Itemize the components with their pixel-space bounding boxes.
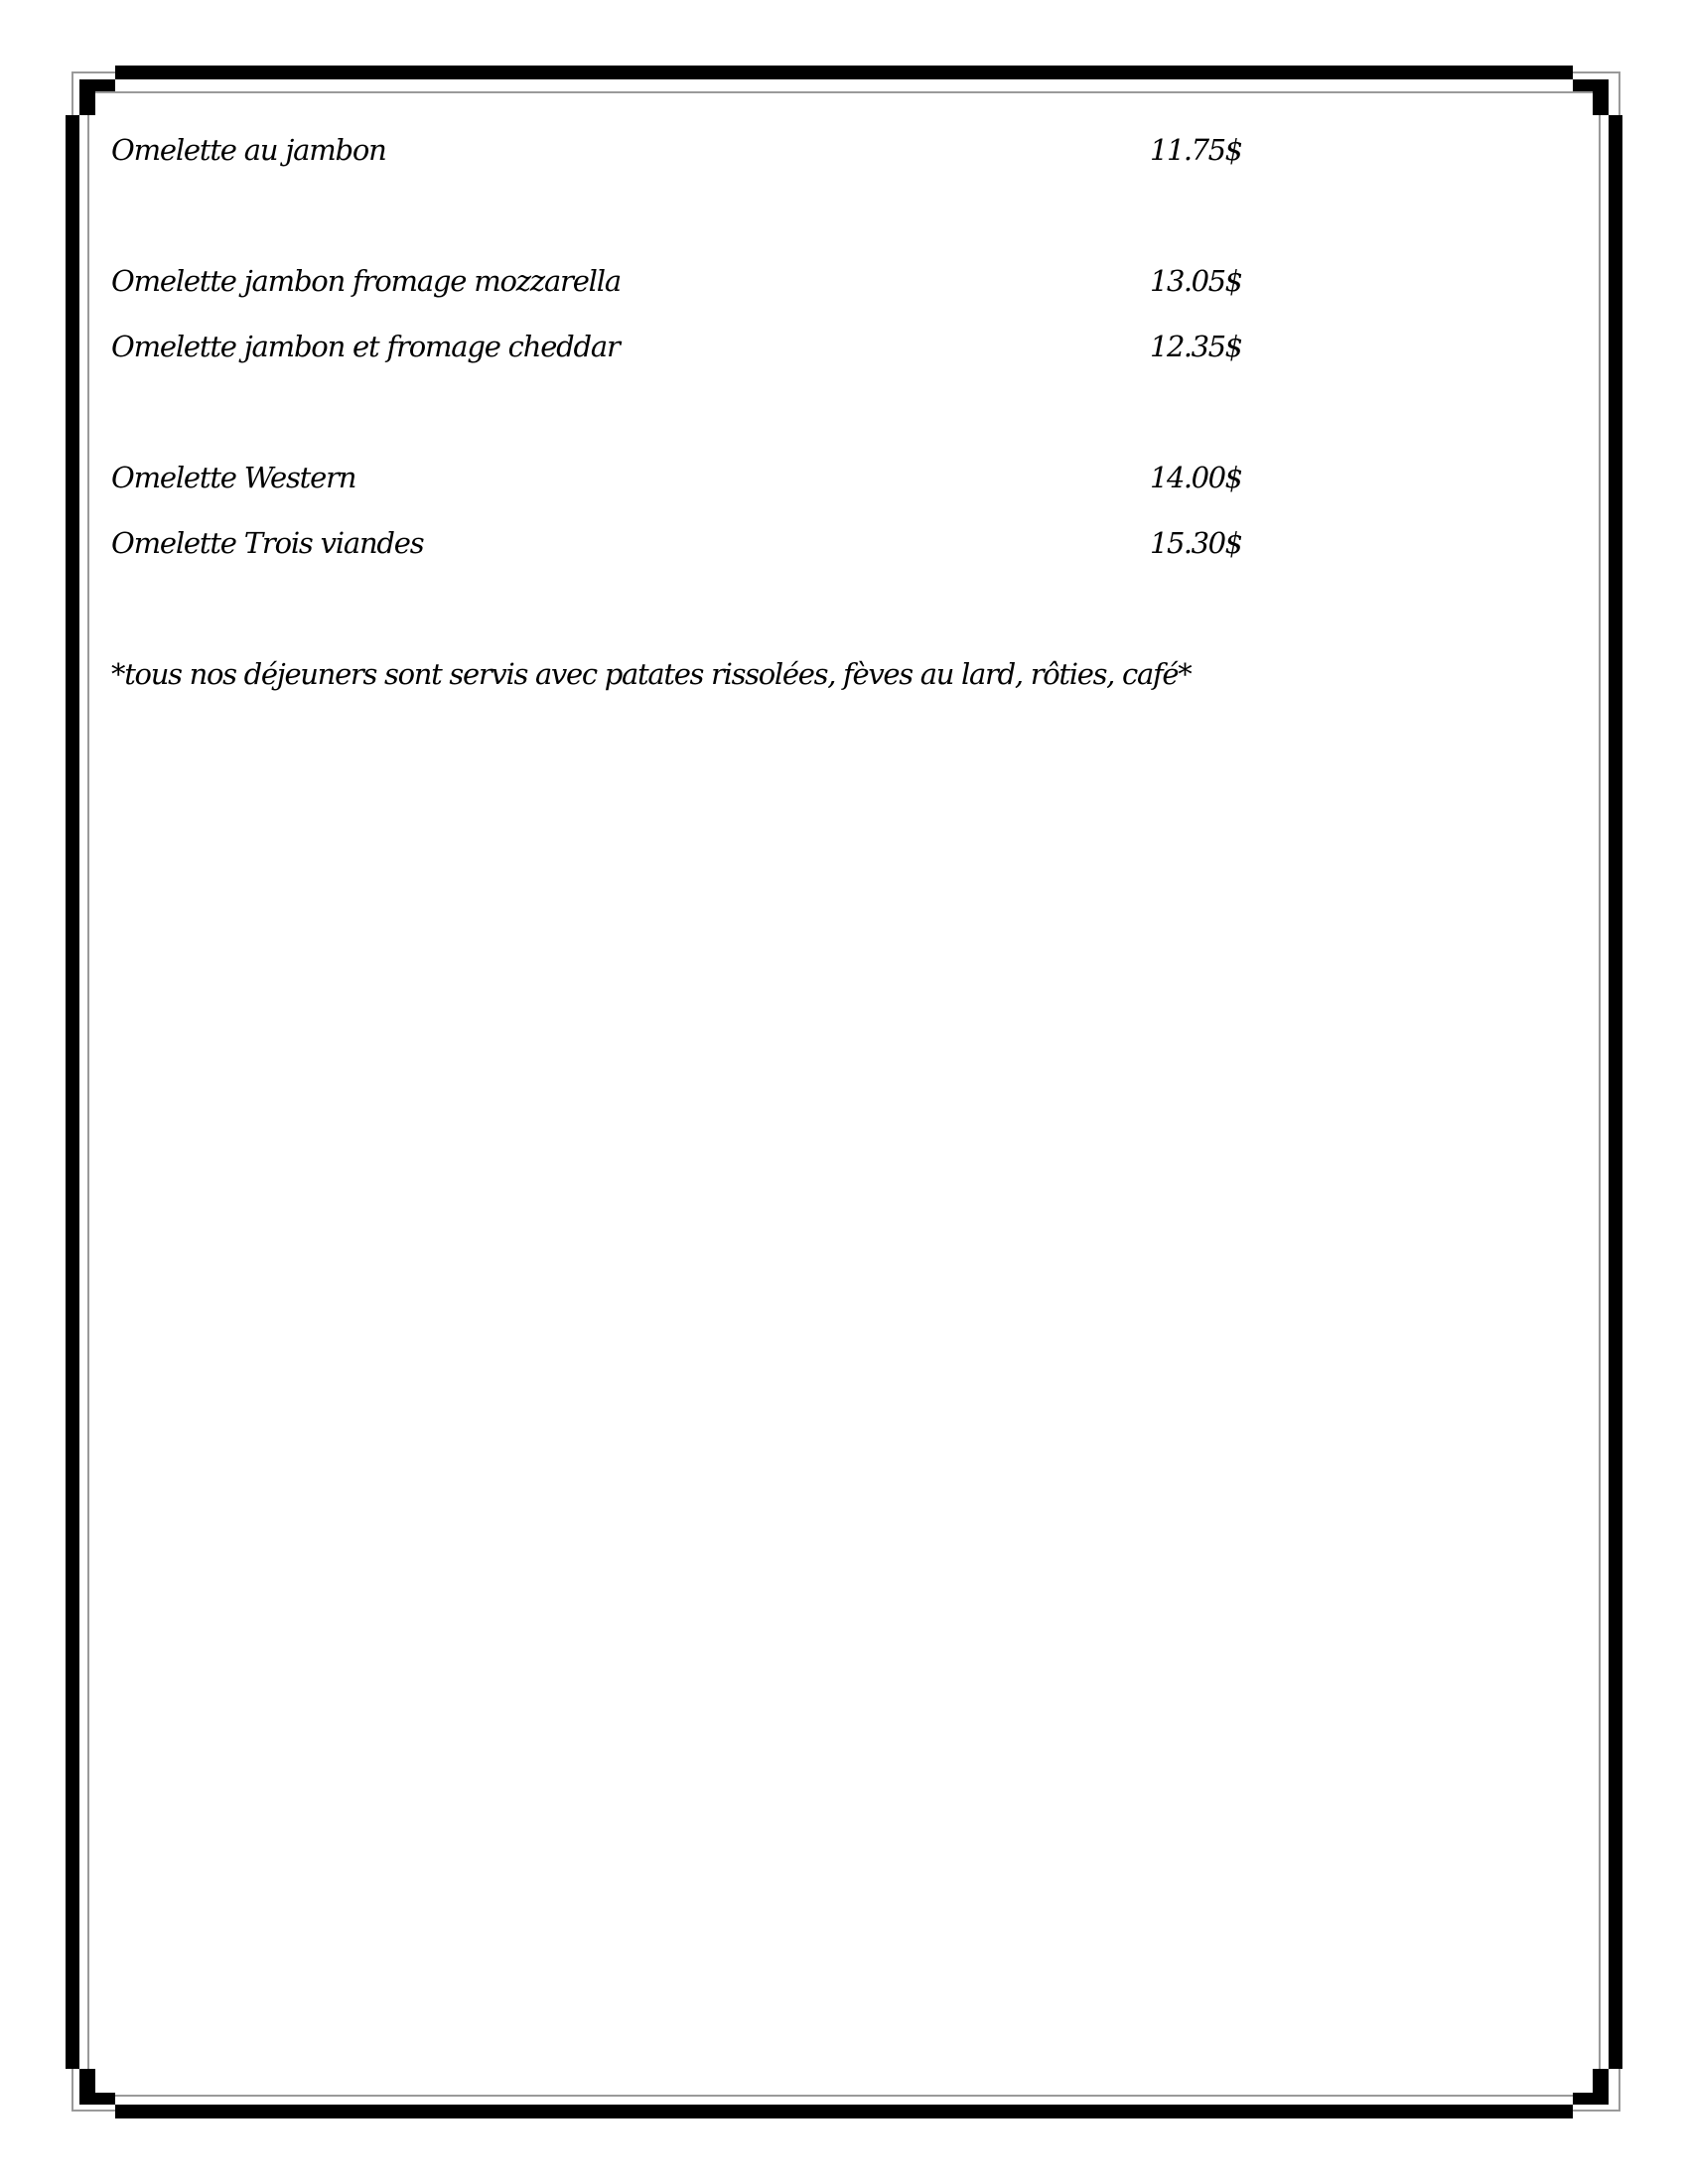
spacer [111, 379, 1581, 445]
spacer [111, 183, 1581, 248]
menu-item [111, 314, 1581, 379]
menu-item-name: Omelette Western [111, 461, 356, 494]
frame-bottom-bar [115, 2105, 1573, 2118]
menu-item-name: Omelette au jambon [111, 133, 386, 167]
menu-item-price: 12.35$ [1150, 330, 1242, 363]
frame-corner-bottom-right-h [1573, 2093, 1609, 2105]
menu-item-name: Omelette Trois viandes [111, 526, 424, 560]
spacer [111, 576, 1581, 641]
menu-item [111, 445, 1581, 510]
menu-item-price: 11.75$ [1150, 133, 1242, 167]
frame-top-bar [115, 66, 1573, 79]
menu-item-price: 15.30$ [1150, 526, 1242, 560]
menu-item [111, 510, 1581, 576]
menu-item-name: Omelette jambon fromage mozzarella [111, 264, 621, 298]
menu-item-name: Omelette jambon et fromage cheddar [111, 330, 620, 363]
menu-item-price: 13.05$ [1150, 264, 1242, 298]
menu-footnote: *tous nos déjeuners sont servis avec patates rissolées, fèves au lard, rôties, café* [111, 657, 1192, 691]
menu-item-price: 14.00$ [1150, 461, 1242, 494]
menu-item [111, 117, 1581, 183]
frame-corner-top-left-h [79, 79, 115, 91]
menu-item [111, 248, 1581, 314]
frame-left-bar [66, 115, 79, 2069]
frame-right-bar [1609, 115, 1622, 2069]
frame-corner-bottom-left-h [79, 2093, 115, 2105]
menu-list [111, 117, 1581, 707]
frame-corner-top-right-h [1573, 79, 1609, 91]
